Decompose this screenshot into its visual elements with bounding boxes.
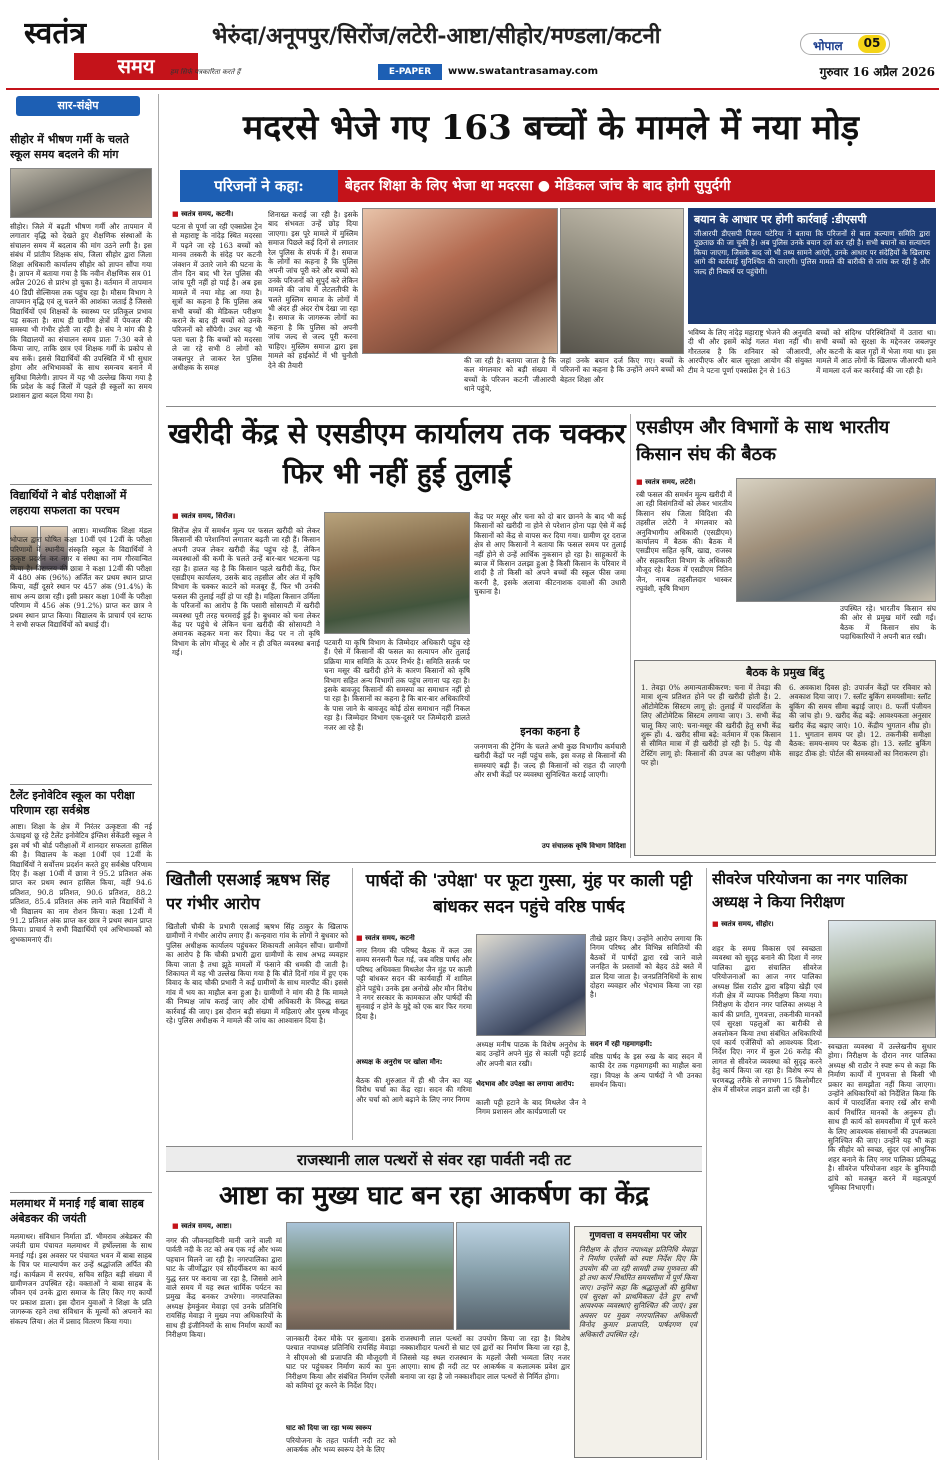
lead-body-col1: पटना से पूर्णा जा रही एक्सप्रेस ट्रेन से महाराष्ट्र के नांदेड़ स्थित मदरसा में पढ़ने जा रहे 163 बच्चों को मानव तस्करी के संदेह पर कटनी जंक्शन में उतारे जाने की घटना के तीन दिन बाद भी रेल पुलिस की जांच पूरी नहीं हो पाई है। अब इस मामले में नया मोड़ आ गया है। सूत्रों का कहना है कि पुलिस अब सभी बच्चों की मेडिकल परीक्षण कराने के बाद ही बच्चों को उनके परिजनों को सौंपेगी। उधर यह भी पता चला है कि बच्चों को मदरसा ले जा रहे सभी 8 लोगों को जबलपुर ले जाकर रेल पुलिस अधीक्षक के समक्ष [172,222,262,373]
s2-sub-sign: उप संचालक कृषि विभाग विदिशा [541,842,626,850]
s5-sub3-body: वरिष्ठ पार्षद के इस रुख के बाद सदन में काफी देर तक गहमागहमी का माहौल बना रहा। विपक्ष के अन्य पार्षदों ने भी उनका समर्थन किया। [590,1052,702,1090]
lead-body-col6: बच्चों को संदिग्ध परिस्थितियों में उतारा था। सभी बच्चों को सुरक्षा के मद्देनजर जबलपुर और कटनी के बाल गृहों में भेजा गया था। इस मामले में आठ लोगों के खिलाफ जीआरपी थाने में मामला दर्ज कर कार्रवाई की जा रही है। [816,328,936,375]
s2-s3-rule [630,414,631,858]
s5-byline: ■ स्वतंत्र समय, कटनी [356,934,476,943]
row3-rule [166,862,936,863]
s6-photo [828,920,936,1038]
s7-photo-2 [456,1222,570,1330]
s7-headline: आष्टा का मुख्य घाट बन रहा आकर्षण का केंद्र [219,1181,649,1211]
s2-body-col1: सिरोंज क्षेत्र में समर्थन मूल्य पर फसल खरीदी को लेकर किसानों की परेशानियां लगातार बढ़ती जा रही हैं। किसान अपनी उपज लेकर खरीदी केंद्र पहुंच रहे हैं, लेकिन व्यवस्थाओं की कमी के चलते उन्हें बार-बार भटकना पड़ रहा है। हालत यह है कि किसान पहले खरीदी केंद्र, फिर एसडीएम कार्यालय, उसके बाद तहसील और अंत में कृषि विभाग के चक्कर काटने को मजबूर हैं, फिर भी उनकी फसल की तुलाई नहीं हो पा रही है। महिला किसान उर्मिला के परिजनों का आरोप है कि पसारी सोसायटी में खरीदी व्यवस्था पूरी तरह चरमराई हुई है। बुधवार को चना लेकर केंद्र पर पहुंचे थे लेकिन चना खरीदी की सोसायटी ने अमानक कहकर मना कर दिया। केंद्र पर न तो कृषि विभाग के लोग मौजूद थे और न ही उचित व्यवस्था बनाई गई। [172,526,320,658]
s7-subhead: घाट को दिया जा रहा भव्य स्वरूप [286,1424,372,1432]
sidebar-column-rule [158,94,159,1460]
lead-banner [180,170,935,202]
lead-body-col5: भविष्य के लिए नांदेड़ महाराष्ट्र भेजने की अनुमति दी थी और इसमें कोई गलत मंशा नहीं थी। गौरतलब है कि शनिवार को जीआरपी, आरपीएफ और बाल सुरक्षा आयोग की संयुक्त टीम ने पटना पूर्णा एक्सप्रेस ट्रेन से 163 [688,328,812,375]
lead-body-col3: की जा रही है। बताया जाता है कि कल मंगलवार को बड़ी संख्या में बच्चों के परिजन कटनी जीआरपी थाने पहुंचे, [464,356,556,394]
s3-points-col1: 1. तेवड़ा 0% अमान्यताकीकरण: चना में तेवड़ा की मात्रा शून्य प्रतिशत होने पर ही खरीदी होती है। 2. ऑटोमेटिक सिस्टम लागू हो: तुलाई में पारदर्शिता के लिए ऑटोमेटिक सिस्टम लगाया जाए। 3. सभी केंद्र चालू किए जाएं: चना-मसूर की खरीदी हेतु सभी केंद्र शुरू हों। 4. खरीद सीमा बढ़े: वर्तमान में एक किसान से सीमित मात्रा में ही खरीदी हो रही है। 5. पेड़ वी टेस्टिंग लागू हो: किसानों की उपज का परीक्षण मौके पर हो। [641,683,781,768]
s2-byline: ■ स्वतंत्र समय, सिरोंज। [172,512,312,521]
lead-bottom-rule [166,406,936,407]
sidebar-story3-body: आष्टा। शिक्षा के क्षेत्र में निरंतर उत्कृष्टता की नई ऊंचाइयां छू रहे टैलेंट इनोवेटिव इंग्लिश सेकेंडरी स्कूल ने इस वर्ष भी बोर्ड परीक्षाओं में शानदार सफलता हासिल की है। विद्यालय के कक्षा 10वीं एवं 12वीं के विद्यार्थियों ने सर्वोत्तम प्रदर्शन करते हुए सर्वश्रेष्ठ परिणाम दिए हैं। कक्षा 10वीं में छात्रा ने 95.2 प्रतिशत अंक प्राप्त कर प्रथम स्थान हासिल किया, वहीं 94.6 प्रतिशत, 90.8 प्रतिशत, 90.6 प्रतिशत, 88.2 प्रतिशत, 85.4 प्रतिशत अंक लाने वाले विद्यार्थियों ने भी विद्यालय का नाम रोशन किया। कक्षा 12वीं में 91.2 प्रतिशत अंक प्राप्त कर छात्र ने प्रथम स्थान प्राप्त किया। प्राचार्य ने सभी विद्यार्थियों एवं अभिभावकों को शुभकामनाएं दीं। [10,822,152,944]
s7-box-headline: गुणवत्ता व समयसीमा पर जोर [589,1231,687,1241]
logo-top: स्वतंत्र [24,16,87,51]
s5-body-col1: नगर निगम की परिषद बैठक में कल उस समय सनसनी फैल गई, जब वरिष्ठ पार्षद और परिषद अधिवक्ता मिथलेश जैन मुंह पर काली पट्टी बांधकर सदन की कार्यवाही में शामिल होने पहुंचे। उनके इस अनोखे और मौन विरोध ने नगर सरकार के कामकाज और पार्षदों की सुनवाई न होने के मुद्दे को एक बार फिर गरमा दिया है। [356,946,472,1021]
s3-points-headline: बैठक के प्रमुख बिंदु [746,666,824,679]
s5-photo [476,934,586,1036]
s3-photo [736,478,936,602]
s5-body-col2: अध्यक्ष मनीष पाठक के विशेष अनुरोध के बाद उन्होंने अपने मुंह से काली पट्टी हटाई और अपनी बात रखी। [476,1040,586,1068]
sidebar-story3-headline: टैलेंट इनोवेटिव स्कूल का परीक्षा परिणाम रहा सर्वश्रेष्ठ [10,789,135,817]
s7-kicker-bar [166,1146,702,1172]
tagline: हम सिर्फ पत्रकारिता करते हैं [170,68,241,76]
s7-photo-1 [286,1222,454,1330]
s3-headline: एसडीएम और विभागों के साथ भारतीय किसान संघ की बैठक [636,417,890,465]
masthead-rule [6,88,939,90]
s5-sub2-body: काली पट्टी हटाने के बाद मिथलेश जैन ने निगम प्रशासन और कार्यप्रणाली पर [476,1098,586,1117]
issue-date: गुरुवार 16 अप्रैल 2026 [819,65,935,79]
sidebar-story4-body: मलमाथर। संविधान निर्माता डॉ. भीमराव अंबेडकर की जयंती ग्राम पंचायत मलमाथर में हर्षोल्लास के साथ मनाई गई। इस अवसर पर पंचायत भवन में बाबा साहब के चित्र पर माल्यार्पण कर उन्हें श्रद्धांजलि अर्पित की गई। कार्यक्रम में सरपंच, सचिव सहित बड़ी संख्या में ग्रामीणजन उपस्थित रहे। वक्ताओं ने बाबा साहब के जीवन एवं उनके द्वारा समाज के लिए किए गए कार्यों पर प्रकाश डाला। इस दौरान युवाओं ने शिक्षा के प्रति जागरूक रहने तथा संविधान के मूल्यों को अपनाने का संकल्प लिया। अंत में प्रसाद वितरण किया गया। [10,1232,152,1326]
lead-photo-1 [362,208,558,354]
lead-quote-headline: बयान के आधार पर होगी कार्रवाई :डीएसपी [694,213,867,226]
s7-box-body: निरीक्षण के दौरान नपाध्यक्ष प्रतिनिधि मेवाड़ा ने निर्माण एजेंसी को स्पष्ट निर्देश दिए कि उपयोग की जा रही सामग्री उच्च गुणवत्ता की हो तथा कार्य निर्धारित समयसीमा में पूर्ण किया जाए। उन्होंने कहा कि श्रद्धालुओं की सुविधा एवं सुरक्षा को प्राथमिकता देते हुए सभी आवश्यक व्यवस्थाएं सुनिश्चित की जाएं। इस अवसर पर मुख्य नगरपालिका अधिकारी विनोद कुमार प्रजापति, पार्षदगण एवं अधिकारी उपस्थित रहे। [579,1245,697,1339]
s7-body-col2: जानकारी देकर मौके पर बुलाया। इसके पश्चात नपाध्यक्ष प्रतिनिधि रायसिंह मेवाड़ा ने सीएमओ श्री प्रजापति की मौजूदगी में घाट पर पहुंचकर निर्माण कार्य का पुनः निरीक्षण किया और संबंधित निर्माण एजेंसी को कमियां दूर करने के निर्देश दिए। [286,1334,396,1391]
s7-box [574,1226,702,1458]
s2-body-col2: पटवारी या कृषि विभाग के जिम्मेदार अधिकारी पहुंच रहे हैं। ऐसे में किसानों की फसल का सत्यापन और तुलाई प्रक्रिया मात्र समिति के ऊपर निर्भर है। समिति सतर्क पर चना मसूर की खरीदी होने के कारण किसानों को कृषि विभाग सहित अन्य विभागों तक पहुंच लगाना पड़ रहा है। इसके बावजूद किसानों की समस्या का समाधान नहीं हो पा रहा है। किसानों का कहना है कि बार-बार अधिकारियों के पास जाने के बावजूद कोई ठोस समाधान नहीं निकल रहा है। जिम्मेदार विभाग एक-दूसरे पर जिम्मेदारी डालते नजर आ रहे हैं। [324,638,470,732]
s7-sub-body: परियोजना के तहत पार्वती नदी तट को आकर्षक और भव्य स्वरूप देने के लिए [286,1436,396,1455]
sidebar-story1-headline: सीहोर में भीषण गर्मी के चलते स्कूल समय बदलने की मांग [10,133,129,161]
s7-body-col1: नगर की जीवनदायिनी मानी जाने वाली मां पार्वती नदी के तट को अब एक नई और भव्य पहचान मिलने जा रही है। नगरपालिका द्वारा घाट के जीर्णोद्धार एवं सौंदर्यीकरण का कार्य युद्ध स्तर पर कराया जा रहा है, जिससे आने वाले समय में यह स्थल धार्मिक पर्यटन का प्रमुख केंद्र बनकर उभरेगा। नगरपालिका अध्यक्ष हेमकुंवर मेवाड़ा एवं उनके प्रतिनिधि रायसिंह मेवाड़ा ने मुख्य नपा अधिकारियों के साथ ही इंजीनियरों के साथ निर्माण कार्यों का निरीक्षण किया। [166,1236,282,1340]
s3-points-box [634,660,936,856]
lead-banner-text: बेहतर शिक्षा के लिए भेजा था मदरसा ● मेडिकल जांच के बाद होगी सुपुर्दगी [345,178,731,194]
sidebar-story2-headline: विद्यार्थियों ने बोर्ड परीक्षाओं में लहराया सफलता का परचम [10,489,127,517]
masthead-cities: भेरुंदा/अनूपपुर/सिरोंज/लटेरी-आष्टा/सीहोर/मण्डला/कटनी [212,23,661,49]
sidebar-story1-photo [10,168,152,218]
sidebar-story2-body: आष्टा। माध्यमिक शिक्षा मंडल भोपाल द्वारा घोषित कक्षा 10वीं एवं 12वीं के परीक्षा परिणामों में स्थानीय संस्कृति स्कूल के विद्यार्थियों ने उत्कृष्ट प्रदर्शन कर नगर व संस्था का नाम गौरवान्वित किया है। विद्यालय की छात्रा ने कक्षा 12वीं की परीक्षा में 480 अंक (96%) अर्जित कर प्रथम स्थान प्राप्त किया, वहीं दूसरे स्थान पर 457 अंक (91.4%) के साथ अन्य छात्रा रही। इसी प्रकार कक्षा 10वीं के परीक्षा परिणाम में 456 अंक (91.2%) प्राप्त कर छात्र ने प्रथम स्थान प्राप्त किया। विद्यालय के प्राचार्य एवं स्टाफ ने सभी सफल विद्यार्थियों को बधाई दी। [10,526,152,630]
s5-sub1-body: बैठक की शुरुआत में ही श्री जैन का यह विरोध चर्चा का केंद्र रहा। सदन की गरिमा और चर्चा को आगे बढ़ाने के लिए नगर निगम [356,1076,472,1104]
s6-body-col1: शहर के समग्र विकास एवं स्वच्छता व्यवस्था को सुदृढ़ बनाने की दिशा में नगर पालिका द्वारा संचालित सीवरेज परियोजनाओं का आज नगर पालिका अध्यक्ष प्रिंस राठौर द्वारा बड़िया खेड़ी एवं गंजी क्षेत्र में व्यापक निरीक्षण किया गया। निरीक्षण के दौरान नगर पालिका अध्यक्ष ने कार्य की प्रगति, गुणवत्ता, तकनीकी मानकों एवं सुरक्षा पहलुओं का बारीकी से अवलोकन किया तथा संबंधित अधिकारियों एवं कार्य एजेंसियों को आवश्यक दिशा-निर्देश दिए। नगर में कुल 26 करोड़ की लागत से सीवरेज व्यवस्था को सुदृढ़ करने हेतु कार्य किया जा रहा है। विशेष रूप से चरणबद्ध तरीके से लगभग 15 किलोमीटर क्षेत्र में सीवरेज लाइन डाली जा रही है। [712,944,822,1095]
lead-byline: ■ स्वतंत्र समय, कटनी। [172,210,292,219]
masthead [0,0,945,86]
s5-body-col3: तीखे प्रहार किए। उन्होंने आरोप लगाया कि निगम परिषद और विभिन्न समितियों की बैठकों में पार्षदों द्वारा रखे जाने वाले जनहित के प्रस्तावों को बेहद ठंडे बस्ते में डाल दिया जाता है। जनप्रतिनिधियों के साथ दोहरा व्यवहार और भेदभाव किया जा रहा है। [590,934,702,1000]
lead-banner-label: परिजनों ने कहा: [180,170,338,202]
s3-body-col1: रबी फसल की समर्थन मूल्य खरीदी में आ रही विसंगतियों को लेकर भारतीय किसान संघ जिला विदिशा की तहसील लटेरी ने मंगलवार को अनुविभागीय अधिकारी (एसडीएम) कार्यालय में बैठक की। बैठक में एसडीएम सहित कृषि, खाद्य, राजस्व और सहकारिता विभाग के अधिकारी मौजूद रहे। बैठक में एसडीएम नितिन जैन, नायब तहसीलदार भास्कर रघुवंशी, कृषि विभाग [636,490,732,594]
s3-points-col2: 6. अवकाश दिवस हो: उपार्जन केंद्रों पर रविवार को अवकाश दिया जाए। 7. स्लॉट बुकिंग समयसीमा: स्लॉट बुकिंग की समय सीमा बढ़ाई जाए। 8. फर्जी पंजीयन की जांच हो। 9. खरीद केंद्र बढ़ें: आवश्यकता अनुसार खरीद केंद्र बढ़ाए जाएं। 10. केंद्रीय भुगतान शीघ्र हो। 11. भुगतान समय पर हो। 12. तकनीकी समीक्षा बैठक: समय-समय पर बैठक हो। 13. स्लॉट बुकिंग साइट ठीक हो: पोर्टल की समस्याओं का निराकरण हो। [789,683,931,758]
s5-sub2: भेदभाव और उपेक्षा का लगाया आरोप: [476,1080,575,1088]
s7-byline: ■ स्वतंत्र समय, आष्टा। [172,1222,312,1231]
sidebar-story1-body: सीहोर। जिले में बढ़ती भीषण गर्मी और तापमान में लगातार वृद्धि को देखते हुए शैक्षणिक संस्थाओं के संचालन समय में बदलाव की मांग उठने लगी है। इस संबंध में प्रांतीय शिक्षक संघ, जिला सीहोर द्वारा जिला शिक्षा अधिकारी कार्यालय सीहोर को ज्ञापन सौंपा गया है। ज्ञापन में बताया गया है कि नवीन शैक्षणिक सत्र 01 अप्रैल 2026 से प्रारंभ हो चुका है। वर्तमान में तापमान 40 डिग्री सेल्सियस तक पहुंच रहा है। मौसम विभाग ने तापमान वृद्धि एवं लू चलने की आशंका जताई है जिससे विद्यार्थियों एवं शिक्षकों के स्वास्थ्य पर प्रतिकूल प्रभाव पड़ सकता है। साथ ही ग्रामीण क्षेत्रों में पेयजल की समस्या भी गंभीर होती जा रही है। संघ ने मांग की है कि विद्यालयों का संचालन समय प्रातः 7:30 बजे से किया जाए, ताकि छात्र एवं शिक्षक गर्मी के प्रकोप से बच सकें। इससे विद्यार्थियों की उपस्थिति में भी सुधार होगा और अभिभावकों के साथ समन्वय बनाने में सुविधा मिलेगी। ज्ञापन में यह भी उल्लेख किया गया है कि प्रदेश के कई जिलों में पहले ही स्कूलों का समय प्रशासन द्वारा बदल दिया गया है। [10,222,152,401]
s2-body-col3: केंद्र पर मसूर और चना को दो बार छानने के बाद भी कई किसानों को खरीदी ना होने से परेशान होना पड़ा ऐसे में कई किसानों को केंद्र से वापस कर दिया गया। ग्रामीण दूर दराज क्षेत्र से आए किसानों ने बताया कि फसल समय पर तुलाई नहीं होने से उन्हें आर्थिक नुकसान हो रहा है। साहूकारों के ब्याज में किसान उलझा हुआ है किसी किसान के परिवार में शादी है तो किसी को अपने बच्चों की स्कूल फीस जमा करनी है, इसके अलावा कीटनाशक दवाओं की उधारी चुकाना है। [474,512,626,597]
s6-headline: सीवरेज परियोजना का नगर पालिका अध्यक्ष ने किया निरीक्षण [712,870,908,911]
s5-sub3: सदन में रही गहमागहमी: [590,1040,653,1048]
s6-byline: ■ स्वतंत्र समय, सीहोर। [712,920,832,929]
lead-body-col2: शिनाख्त कराई जा रही है। इसके बाद संभवतः उन्हें छोड़ दिया जाएगा। इस पूरे मामले में मुस्लिम समाज पिछले कई दिनों से लगातार रेल पुलिस के संपर्क में है। समाज के लोगों का कहना है कि पुलिस अपनी जांच पूरी करे और बच्चों को उनके परिजनों को सुपुर्द करे लेकिन मामले की जांच में लेटलतीफी के चलते मुस्लिम समाज के लोगों में भी अंदर ही अंदर रोष देखा जा रहा है। समाज के जागरूक लोगों का कहना है कि पुलिस को अपनी जांच जल्द से जल्द पूरी करना चाहिए। मुस्लिम समाज द्वारा इस मामले को हाईकोर्ट में भी चुनौती देने की तैयारी [268,210,358,370]
sidebar-title-box [16,96,140,116]
s2-photo [324,512,470,634]
epaper-label: E-PAPER [388,67,432,77]
lead-headline: मदरसे भेजे गए 163 बच्चों के मामले में नया मोड़ [242,108,860,148]
edition-box [800,33,890,55]
s2-sub-body: जनगणना की ट्रेनिंग के चलते अभी कुछ विभागीय कर्मचारी खरीदी केंद्रों पर नहीं पहुंच सके, इस वजह से किसानों की समस्याएं बढ़ी हैं। जल्द ही किसानों को राहत दी जाएगी और सभी केंद्रों पर व्यवस्था सुनिश्चित कराई जाएगी। [474,742,626,780]
lead-body-col4: जहां उनके बयान दर्ज किए गए। बच्चों के परिजनों का कहना है कि उन्होंने अपने बच्चों को बेहतर शिक्षा और [560,356,684,384]
s6-body-col2: स्वच्छता व्यवस्था में उल्लेखनीय सुधार होगा। निरीक्षण के दौरान नगर पालिका अध्यक्ष श्री राठौर ने स्पष्ट रूप से कहा कि निर्माण कार्यों में गुणवत्ता से किसी भी प्रकार का समझौता नहीं किया जाएगा। उन्होंने अधिकारियों को निर्देशित किया कि कार्य में पारदर्शिता बनाए रखें और सभी कार्य निर्धारित मानकों के अनुरूप हों। साथ ही कार्य को समयसीमा में पूर्ण करने के लिए आवश्यक संसाधनों की उपलब्धता सुनिश्चित की जाए। उन्होंने यह भी कहा कि सीहोर को स्वच्छ, सुंदर एवं आधुनिक शहर बनाने के लिए नगर पालिका प्रतिबद्ध है। सीवरेज परियोजना शहर के बुनियादी ढांचे को मजबूत करने में महत्वपूर्ण भूमिका निभाएगी। [828,1042,936,1193]
edition-name: भोपाल [813,39,843,53]
logo-bottom: समय [117,54,155,78]
s5-s6-rule [706,868,707,1460]
s2-subhead: इनका कहना है [520,725,580,738]
s4-s5-rule [352,868,353,1140]
lead-photo-2 [560,208,684,354]
s3-byline: ■ स्वतंत्र समय, लटेरी। [636,478,736,487]
s7-body-col3: राजस्थानी लाल पत्थरों का उपयोग किया जा रहा है। विशेष नक्काशीदार पत्थरों से घाट एवं द्वारों का निर्माण किया जा रहा है, जिससे यह स्थल राजस्थान के महलों जैसी भव्यता लिए नजर आएगा। साथ ही नदी तट पर आकर्षक व कलात्मक प्रवेश द्वार बनाया जा रहा है जो नक्काशीदार लाल पत्थरों से निर्मित होगा। [400,1334,570,1381]
epaper-badge [378,64,442,80]
s3-body-col2: उपस्थित रहे। भारतीय किसान संघ की ओर से प्रमुख मांगें रखी गईं। बैठक में किसान संघ के पदाधिकारियों ने अपनी बात रखी। [840,604,936,642]
sidebar-story4-headline: मलमाथर में मनाई गई बाबा साहब अंबेडकर की जयंती [10,1197,144,1225]
lead-quote-box [688,208,936,324]
sidebar-divider-3 [10,1192,152,1193]
page-number: 05 [863,36,881,50]
sidebar-divider-1 [10,484,152,485]
website-link[interactable]: www.swatantrasamay.com [448,66,599,77]
lead-quote-body: जीआरपी डीएसपी विजय पटेरिया ने बताया कि परिजनों से बाल कल्याण समिति द्वारा पूछताछ की जा चुकी है। अब पुलिस उनके बयान दर्ज कर रही है। सभी बयानों का सत्यापन किया जाएगा, जिसके बाद जो भी तथ्य सामने आएंगे, उनके आधार पर संदेहियों के खिलाफ आगे की कार्रवाई सुनिश्चित की जाएगी। पुलिस मामले की बारीकी से जांच कर रही है और जल्द ही निष्कर्ष पर पहुंचेगी। [694,229,930,276]
sidebar-divider-2 [10,784,152,785]
s7-kicker: राजस्थानी लाल पत्थरों से संवर रहा पार्वती नदी तट [297,1151,571,1169]
s2-headline: खरीदी केंद्र से एसडीएम कार्यालय तक चक्कर फिर भी नहीं हुई तुलाई [168,417,626,490]
s4-body: खितौली चौकी के प्रभारी एसआई ऋषभ सिंह ठाकुर के खिलाफ ग्रामीणों ने गंभीर आरोप लगाए हैं। कन्हवारा गांव के लोगों ने बुधवार को पुलिस अधीक्षक कार्यालय पहुंचकर शिकायती आवेदन सौंपा। ग्रामीणों का आरोप है कि चौकी प्रभारी द्वारा ग्रामीणों के साथ अभद्र व्यवहार किया जाता है तथा झूठे मामलों में फंसाने की धमकी दी जाती है। शिकायत में यह भी उल्लेख किया गया है कि बीते दिनों गांव में हुए एक विवाद के बाद चौकी प्रभारी ने कई ग्रामीणों के साथ मारपीट की। इससे गांव में भय का माहौल बना हुआ है। ग्रामीणों ने मांग की है कि मामले की निष्पक्ष जांच कराई जाए और दोषी अधिकारी के विरुद्ध सख्त कार्रवाई की जाए। इस दौरान बड़ी संख्या में महिलाएं और पुरुष मौजूद रहे। पुलिस अधीक्षक ने मामले की जांच का आश्वासन दिया है। [166,922,348,1026]
sidebar-summary [6,94,154,1460]
s5-headline: पार्षदों की 'उपेक्षा' पर फूटा गुस्सा, मुंह पर काली पट्टी बांधकर सदन पहुंचे वरिष्ठ पार्षद [365,871,693,917]
s5-sub1: अध्यक्ष के अनुरोध पर खोला मौन: [356,1058,443,1066]
sidebar-title: सार-संक्षेप [57,99,99,112]
s4-headline: खितौली एसआई ऋषभ सिंह पर गंभीर आरोप [166,870,330,913]
